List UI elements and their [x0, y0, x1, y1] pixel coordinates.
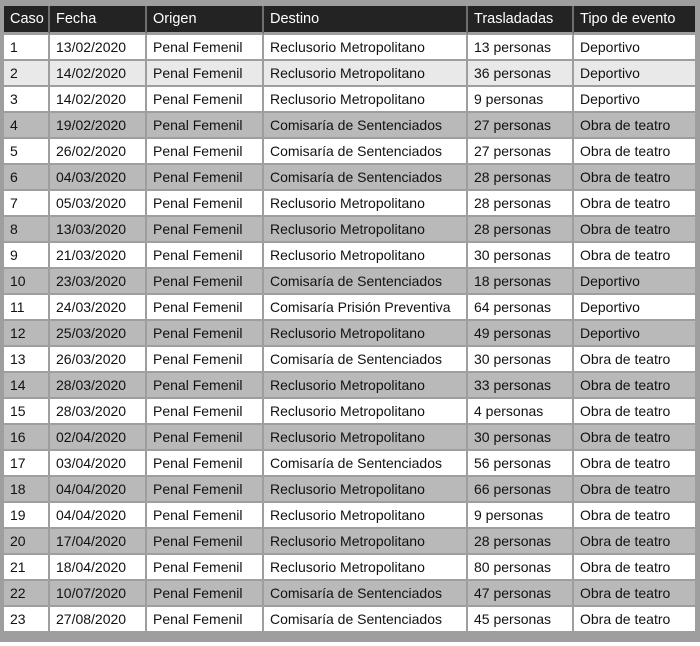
cell-trasladadas: 64 personas [468, 295, 574, 321]
cell-destino: Reclusorio Metropolitano [264, 61, 468, 87]
cell-origen: Penal Femenil [147, 581, 264, 607]
cell-trasladadas: 28 personas [468, 529, 574, 555]
cell-fecha: 05/03/2020 [50, 191, 147, 217]
cell-tipo-evento: Obra de teatro [574, 399, 695, 425]
cell-destino: Comisaría de Sentenciados [264, 165, 468, 191]
cell-origen: Penal Femenil [147, 451, 264, 477]
cell-trasladadas: 28 personas [468, 191, 574, 217]
cell-caso: 6 [4, 165, 50, 191]
cell-fecha: 13/03/2020 [50, 217, 147, 243]
cell-trasladadas: 47 personas [468, 581, 574, 607]
cell-origen: Penal Femenil [147, 425, 264, 451]
cell-tipo-evento: Deportivo [574, 35, 695, 61]
table-row [4, 347, 695, 373]
transfers-table [4, 6, 695, 631]
cell-tipo-evento: Obra de teatro [574, 503, 695, 529]
cell-destino: Reclusorio Metropolitano [264, 555, 468, 581]
table-row [4, 35, 695, 61]
table-row [4, 399, 695, 425]
cell-caso: 22 [4, 581, 50, 607]
cell-trasladadas: 30 personas [468, 243, 574, 269]
cell-caso: 2 [4, 61, 50, 87]
table-row [4, 451, 695, 477]
cell-caso: 8 [4, 217, 50, 243]
cell-caso: 1 [4, 35, 50, 61]
cell-fecha: 24/03/2020 [50, 295, 147, 321]
cell-origen: Penal Femenil [147, 191, 264, 217]
cell-fecha: 03/04/2020 [50, 451, 147, 477]
table-row [4, 373, 695, 399]
cell-tipo-evento: Obra de teatro [574, 191, 695, 217]
cell-caso: 12 [4, 321, 50, 347]
cell-tipo-evento: Obra de teatro [574, 555, 695, 581]
cell-trasladadas: 4 personas [468, 399, 574, 425]
cell-tipo-evento: Deportivo [574, 295, 695, 321]
cell-caso: 19 [4, 503, 50, 529]
cell-fecha: 04/04/2020 [50, 503, 147, 529]
cell-tipo-evento: Obra de teatro [574, 217, 695, 243]
table-row [4, 269, 695, 295]
cell-caso: 3 [4, 87, 50, 113]
cell-origen: Penal Femenil [147, 217, 264, 243]
cell-fecha: 28/03/2020 [50, 399, 147, 425]
cell-tipo-evento: Obra de teatro [574, 581, 695, 607]
cell-destino: Reclusorio Metropolitano [264, 373, 468, 399]
cell-fecha: 14/02/2020 [50, 61, 147, 87]
cell-trasladadas: 56 personas [468, 451, 574, 477]
cell-fecha: 13/02/2020 [50, 35, 147, 61]
cell-fecha: 10/07/2020 [50, 581, 147, 607]
table-row [4, 217, 695, 243]
cell-fecha: 14/02/2020 [50, 87, 147, 113]
cell-caso: 4 [4, 113, 50, 139]
table-row [4, 165, 695, 191]
cell-tipo-evento: Deportivo [574, 321, 695, 347]
cell-trasladadas: 45 personas [468, 607, 574, 631]
cell-origen: Penal Femenil [147, 477, 264, 503]
cell-trasladadas: 28 personas [468, 165, 574, 191]
cell-origen: Penal Femenil [147, 503, 264, 529]
cell-caso: 9 [4, 243, 50, 269]
cell-caso: 18 [4, 477, 50, 503]
cell-destino: Comisaría de Sentenciados [264, 581, 468, 607]
cell-caso: 10 [4, 269, 50, 295]
cell-trasladadas: 9 personas [468, 503, 574, 529]
cell-tipo-evento: Deportivo [574, 61, 695, 87]
table-row [4, 503, 695, 529]
header-caso: Caso [4, 6, 50, 35]
cell-origen: Penal Femenil [147, 113, 264, 139]
cell-caso: 11 [4, 295, 50, 321]
cell-destino: Comisaría Prisión Preventiva [264, 295, 468, 321]
cell-trasladadas: 66 personas [468, 477, 574, 503]
table-row [4, 61, 695, 87]
cell-origen: Penal Femenil [147, 269, 264, 295]
cell-trasladadas: 80 personas [468, 555, 574, 581]
header-row [4, 6, 695, 35]
cell-trasladadas: 27 personas [468, 139, 574, 165]
cell-trasladadas: 49 personas [468, 321, 574, 347]
cell-fecha: 18/04/2020 [50, 555, 147, 581]
cell-caso: 15 [4, 399, 50, 425]
cell-fecha: 04/04/2020 [50, 477, 147, 503]
cell-trasladadas: 13 personas [468, 35, 574, 61]
cell-fecha: 04/03/2020 [50, 165, 147, 191]
cell-origen: Penal Femenil [147, 139, 264, 165]
cell-fecha: 25/03/2020 [50, 321, 147, 347]
cell-fecha: 26/03/2020 [50, 347, 147, 373]
cell-destino: Reclusorio Metropolitano [264, 425, 468, 451]
table-row [4, 425, 695, 451]
cell-trasladadas: 30 personas [468, 347, 574, 373]
cell-origen: Penal Femenil [147, 61, 264, 87]
header-fecha: Fecha [50, 6, 147, 35]
cell-tipo-evento: Deportivo [574, 87, 695, 113]
cell-origen: Penal Femenil [147, 35, 264, 61]
cell-tipo-evento: Obra de teatro [574, 425, 695, 451]
cell-fecha: 23/03/2020 [50, 269, 147, 295]
cell-fecha: 26/02/2020 [50, 139, 147, 165]
cell-tipo-evento: Obra de teatro [574, 113, 695, 139]
cell-destino: Reclusorio Metropolitano [264, 503, 468, 529]
cell-tipo-evento: Obra de teatro [574, 139, 695, 165]
cell-caso: 14 [4, 373, 50, 399]
cell-origen: Penal Femenil [147, 347, 264, 373]
header-trasladadas: Trasladadas [468, 6, 574, 35]
cell-destino: Reclusorio Metropolitano [264, 191, 468, 217]
table-row [4, 607, 695, 631]
table-row [4, 529, 695, 555]
cell-fecha: 19/02/2020 [50, 113, 147, 139]
cell-caso: 21 [4, 555, 50, 581]
cell-tipo-evento: Obra de teatro [574, 607, 695, 631]
table-body [4, 35, 695, 631]
cell-caso: 5 [4, 139, 50, 165]
cell-origen: Penal Femenil [147, 555, 264, 581]
cell-fecha: 28/03/2020 [50, 373, 147, 399]
cell-destino: Reclusorio Metropolitano [264, 529, 468, 555]
cell-fecha: 17/04/2020 [50, 529, 147, 555]
cell-destino: Reclusorio Metropolitano [264, 243, 468, 269]
cell-fecha: 27/08/2020 [50, 607, 147, 631]
cell-caso: 7 [4, 191, 50, 217]
cell-trasladadas: 28 personas [468, 217, 574, 243]
cell-caso: 16 [4, 425, 50, 451]
cell-destino: Reclusorio Metropolitano [264, 87, 468, 113]
cell-origen: Penal Femenil [147, 165, 264, 191]
cell-tipo-evento: Deportivo [574, 269, 695, 295]
cell-tipo-evento: Obra de teatro [574, 347, 695, 373]
cell-destino: Reclusorio Metropolitano [264, 321, 468, 347]
cell-tipo-evento: Obra de teatro [574, 373, 695, 399]
cell-trasladadas: 27 personas [468, 113, 574, 139]
header-origen: Origen [147, 6, 264, 35]
cell-origen: Penal Femenil [147, 87, 264, 113]
cell-destino: Comisaría de Sentenciados [264, 139, 468, 165]
cell-destino: Comisaría de Sentenciados [264, 451, 468, 477]
cell-trasladadas: 18 personas [468, 269, 574, 295]
cell-fecha: 02/04/2020 [50, 425, 147, 451]
cell-caso: 20 [4, 529, 50, 555]
header-tipo-evento: Tipo de evento [574, 6, 695, 35]
table-row [4, 139, 695, 165]
cell-origen: Penal Femenil [147, 295, 264, 321]
cell-destino: Comisaría de Sentenciados [264, 113, 468, 139]
table-row [4, 321, 695, 347]
cell-tipo-evento: Obra de teatro [574, 477, 695, 503]
cell-destino: Comisaría de Sentenciados [264, 269, 468, 295]
cell-tipo-evento: Obra de teatro [574, 529, 695, 555]
table-row [4, 581, 695, 607]
header-destino: Destino [264, 6, 468, 35]
table-row [4, 555, 695, 581]
cell-fecha: 21/03/2020 [50, 243, 147, 269]
table-row [4, 477, 695, 503]
cell-tipo-evento: Obra de teatro [574, 451, 695, 477]
cell-trasladadas: 30 personas [468, 425, 574, 451]
table-row [4, 87, 695, 113]
cell-caso: 13 [4, 347, 50, 373]
cell-destino: Comisaría de Sentenciados [264, 607, 468, 631]
table-row [4, 243, 695, 269]
cell-origen: Penal Femenil [147, 529, 264, 555]
cell-origen: Penal Femenil [147, 321, 264, 347]
table-row [4, 113, 695, 139]
cell-destino: Reclusorio Metropolitano [264, 35, 468, 61]
table-row [4, 295, 695, 321]
cell-origen: Penal Femenil [147, 399, 264, 425]
cell-origen: Penal Femenil [147, 607, 264, 631]
table-row [4, 191, 695, 217]
cell-trasladadas: 36 personas [468, 61, 574, 87]
cell-tipo-evento: Obra de teatro [574, 165, 695, 191]
cell-caso: 17 [4, 451, 50, 477]
cell-destino: Reclusorio Metropolitano [264, 217, 468, 243]
cell-caso: 23 [4, 607, 50, 631]
cell-destino: Reclusorio Metropolitano [264, 477, 468, 503]
cell-trasladadas: 33 personas [468, 373, 574, 399]
cell-trasladadas: 9 personas [468, 87, 574, 113]
cell-tipo-evento: Obra de teatro [574, 243, 695, 269]
cell-origen: Penal Femenil [147, 373, 264, 399]
cell-destino: Comisaría de Sentenciados [264, 347, 468, 373]
cell-origen: Penal Femenil [147, 243, 264, 269]
cell-destino: Reclusorio Metropolitano [264, 399, 468, 425]
